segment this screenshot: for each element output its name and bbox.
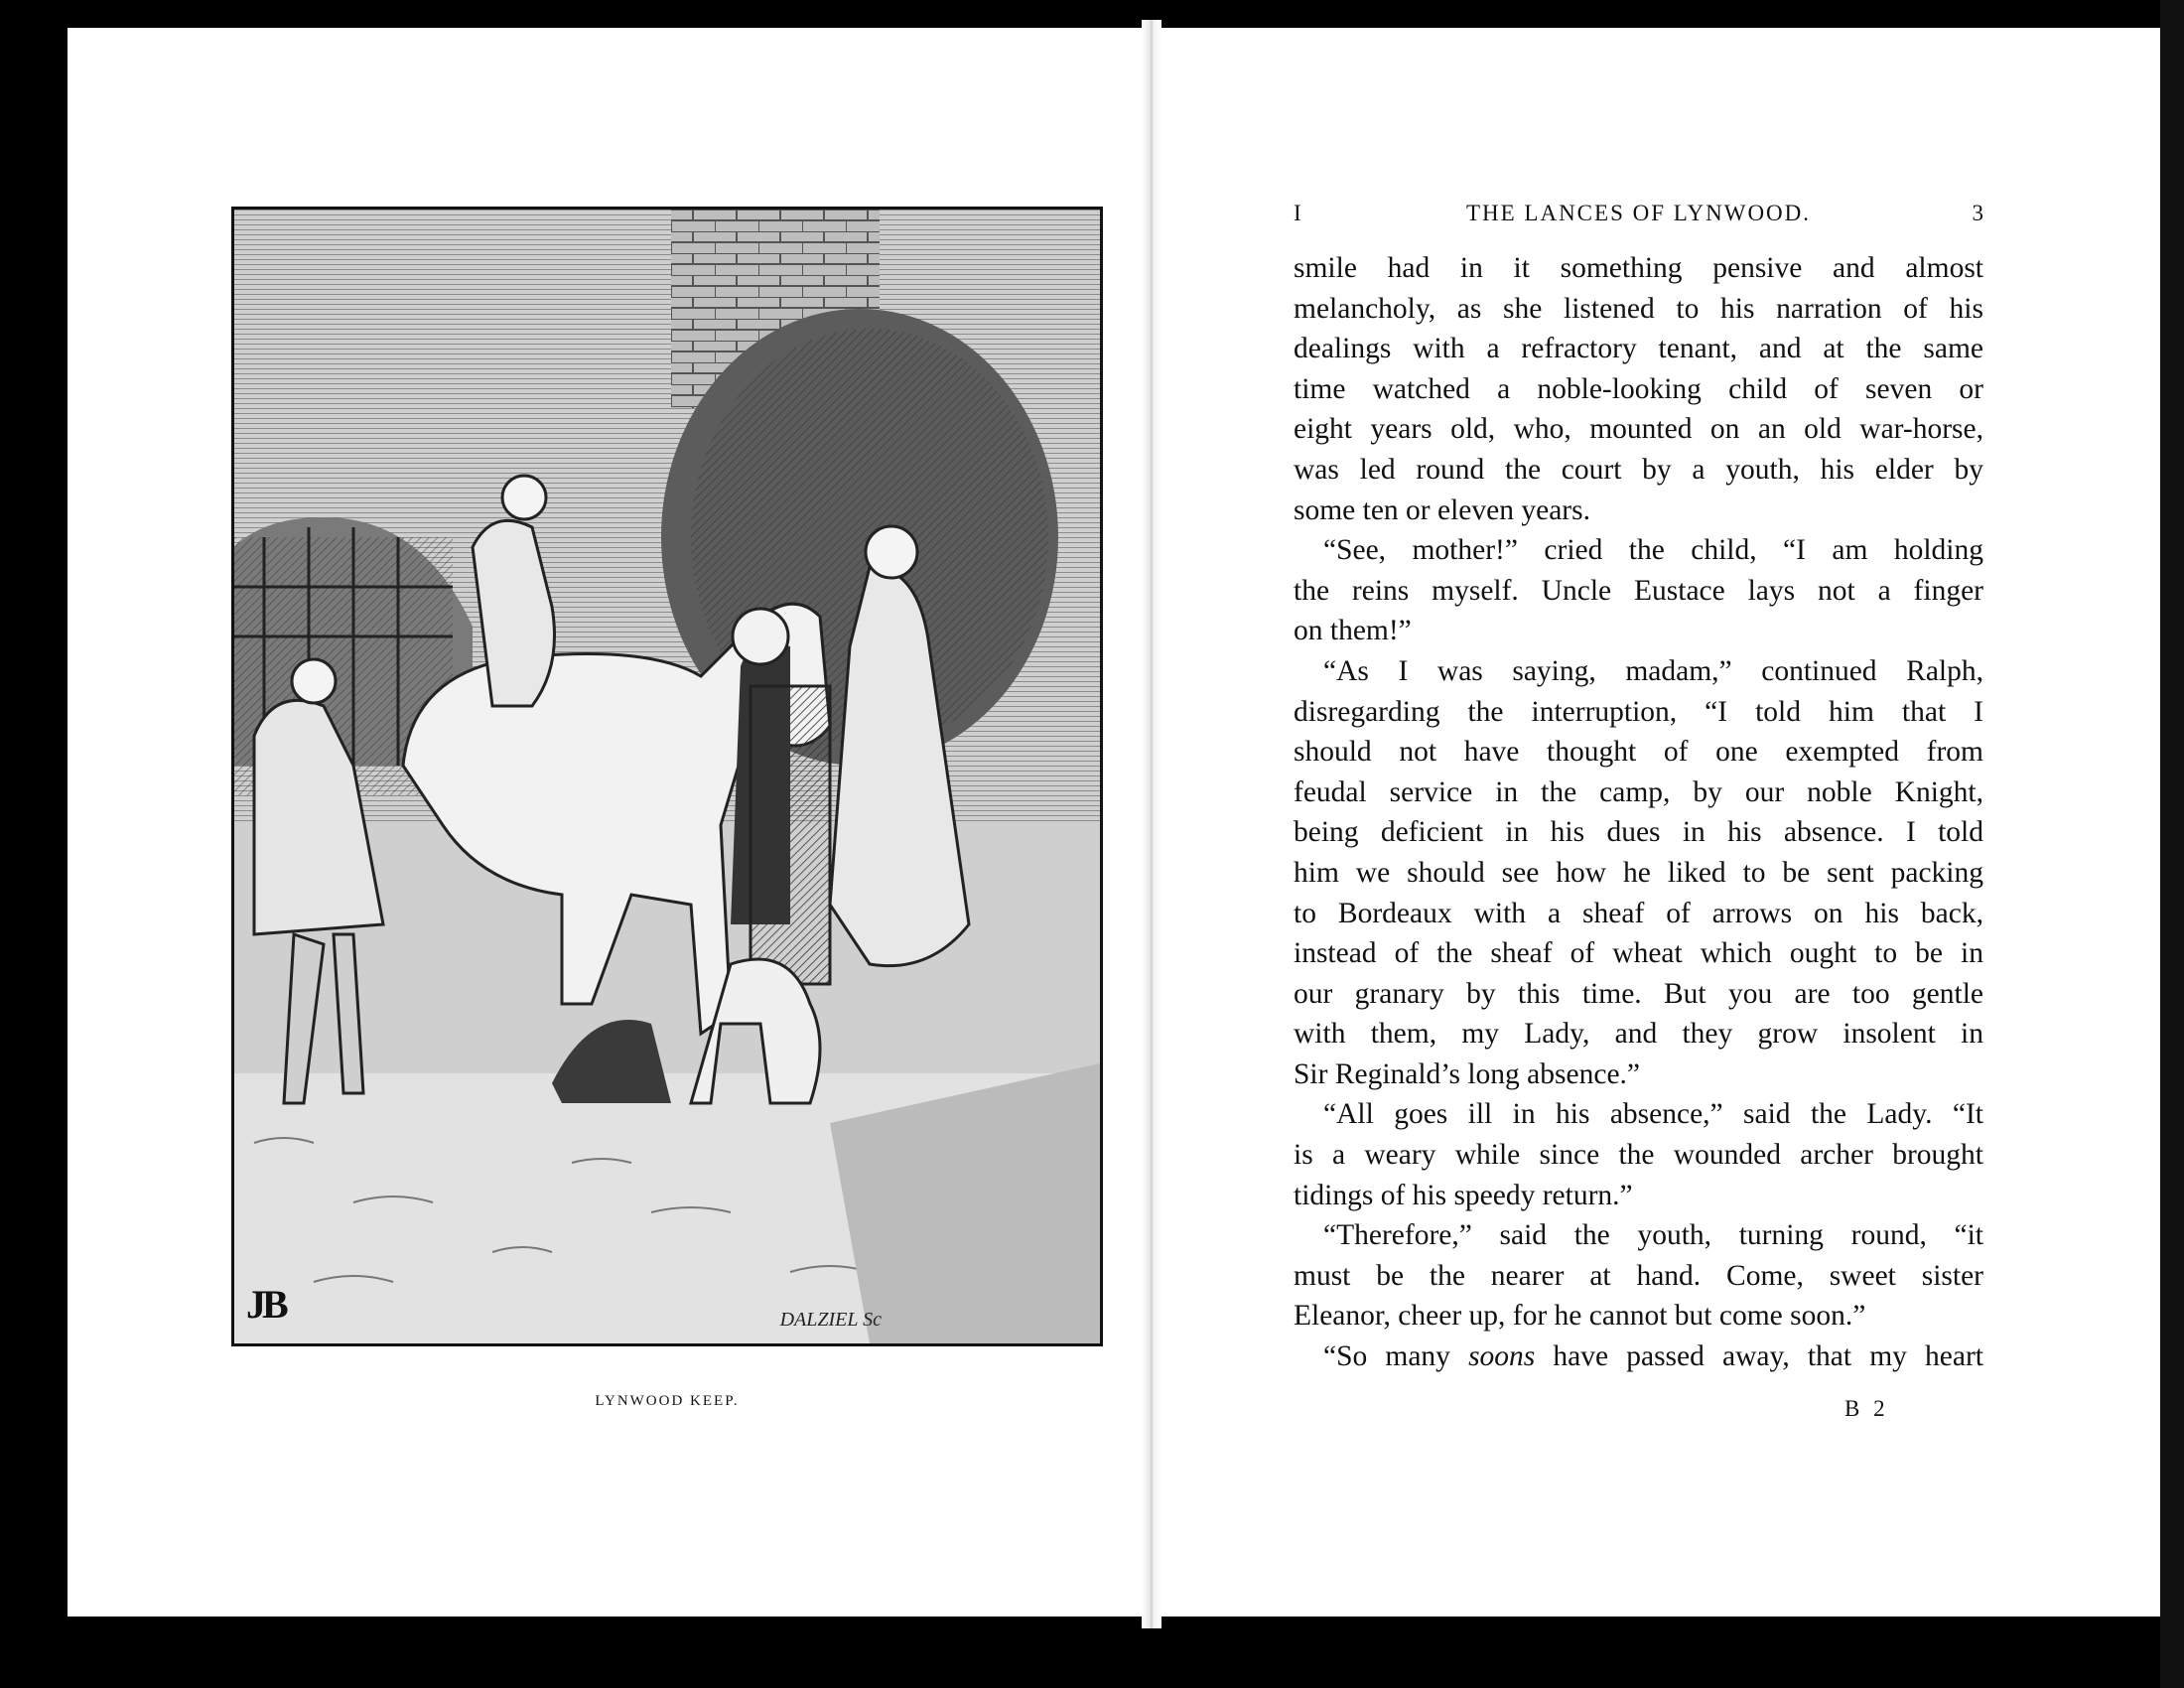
text-line: time watched a noble-looking child of seven or <box>1294 372 1983 405</box>
engraving-lynwood-keep <box>231 207 1103 1346</box>
text-line: smile had in it something pensive and almost <box>1294 252 1983 284</box>
last-line-suffix: have passed away, that my heart <box>1535 1340 1983 1373</box>
text-line: “All goes ill in his absence,” said the Lady. “It <box>1323 1098 1983 1131</box>
text-line: on them!” <box>1294 615 1412 647</box>
text-line: instead of the sheaf of wheat which ought to be in <box>1294 937 1983 970</box>
body-text <box>1294 248 1983 1377</box>
scan-edge <box>2160 0 2184 1688</box>
chapter-number: I <box>1294 201 1301 225</box>
text-line: being deficient in his dues in his absence. I told <box>1294 816 1983 849</box>
text-line: feudal service in the camp, by our noble Knight, <box>1294 775 1983 808</box>
text-line: dealings with a refractory tenant, and at the same <box>1294 333 1983 365</box>
book-gutter <box>1142 20 1161 1628</box>
last-line-italic: soons <box>1468 1340 1536 1373</box>
last-line-prefix: “So many <box>1323 1340 1469 1373</box>
running-head <box>1294 201 1983 230</box>
text-line: Eleanor, cheer up, for he cannot but come soon.” <box>1294 1300 1866 1333</box>
text-line: with them, my Lady, and they grow insolent in <box>1294 1018 1983 1051</box>
text-line: melancholy, as she listened to his narration of his <box>1294 292 1983 325</box>
text-line: is a weary while since the wounded archer brought <box>1294 1139 1983 1172</box>
text-line: to Bordeaux with a sheaf of arrows on his back, <box>1294 897 1983 929</box>
text-line: “As I was saying, madam,” continued Ralph, <box>1323 654 1983 687</box>
engraver-signature: DALZIEL Sc <box>779 1309 882 1331</box>
text-line: our granary by this time. But you are too gentle <box>1294 977 1983 1010</box>
text-line: tidings of his speedy return.” <box>1294 1179 1633 1211</box>
text-line: some ten or eleven years. <box>1294 493 1590 526</box>
signature-mark: B 2 <box>1844 1396 1889 1421</box>
plate-caption: LYNWOOD KEEP. <box>595 1393 740 1409</box>
text-line-last <box>1294 1336 1983 1377</box>
text-line: the reins myself. Uncle Eustace lays not a finger <box>1294 574 1983 607</box>
text-line: disregarding the interruption, “I told him that I <box>1294 695 1983 728</box>
text-line: “Therefore,” said the youth, turning round, “it <box>1323 1219 1983 1252</box>
text-line: eight years old, who, mounted on an old war-horse, <box>1294 413 1983 446</box>
engraving-illustration <box>234 210 1100 1343</box>
text-line: him we should see how he liked to be sent packing <box>1294 856 1983 889</box>
text-line: was led round the court by a youth, his elder by <box>1294 453 1983 486</box>
text-line: should not have thought of one exempted from <box>1294 736 1983 769</box>
text-line: “See, mother!” cried the child, “I am holding <box>1323 534 1983 567</box>
text-line: must be the nearer at hand. Come, sweet sister <box>1294 1259 1983 1292</box>
page-number: 3 <box>1972 201 1983 225</box>
running-title: THE LANCES OF LYNWOOD. <box>1465 201 1812 225</box>
illustrator-monogram: JB <box>246 1282 285 1327</box>
text-line: Sir Reginald’s long absence.” <box>1294 1057 1641 1090</box>
